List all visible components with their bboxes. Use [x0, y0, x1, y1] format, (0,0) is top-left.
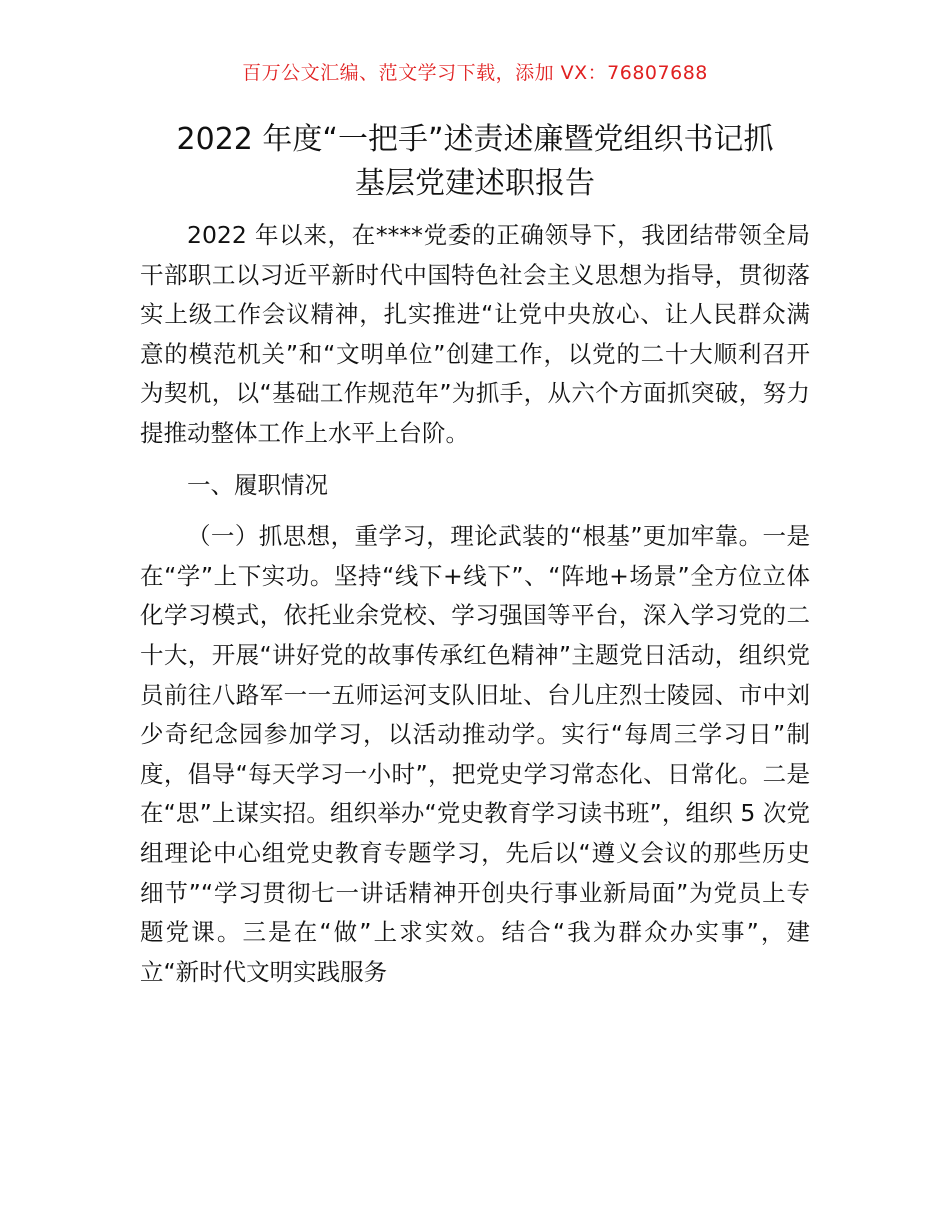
- paragraph-section-1-1: （一）抓思想，重学习，理论武装的“根基”更加牢靠。一是在“学”上下实功。坚持“线下+线下”、“阵地+场景”全方位立体化学习模式，依托业余党校、学习强国等平台，深入学习党的二十大，开展“讲好党的故事传承红色精神”主题党日活动，组织党员前往八路军一一五师运河支队旧址、台儿庄烈士陵园、市中刘少奇纪念园参加学习，以活动推动学。实行“每周三学习日”制度，倡导“每天学习一小时”，把党史学习常态化、日常化。二是在“思”上谋实招。组织举办“党史教育学习读书班”，组织 5 次党组理论中心组党史教育专题学习，先后以“遵义会议的那些历史细节”“学习贯彻七一讲话精神开创央行事业新局面”为党员上专题党课。三是在“做”上求实效。结合“我为群众办实事”，建立“新时代文明实践服务: [140, 522, 810, 986]
- title-line-2: 基层党建述职报告: [355, 166, 595, 201]
- header-watermark-note: 百万公文汇编、范文学习下载，添加 VX：76807688: [242, 62, 708, 84]
- paragraph-intro: 2022 年以来，在****党委的正确领导下，我团结带领全局干部职工以习近平新时代中国特色社会主义思想为指导，贯彻落实上级工作会议精神，扎实推进“让党中央放心、让人民群众满意的模范机关”和“文明单位”创建工作，以党的二十大顺利召开为契机，以“基础工作规范年”为抓手，从六个方面抓突破，努力提推动整体工作上水平上台阶。: [140, 221, 810, 447]
- title-line-1: 2022 年度“一把手”述责述廉暨党组织书记抓: [176, 122, 774, 157]
- document-title: [100, 118, 850, 206]
- document-body: [140, 216, 810, 992]
- section-heading-1: 一、履职情况: [187, 470, 328, 499]
